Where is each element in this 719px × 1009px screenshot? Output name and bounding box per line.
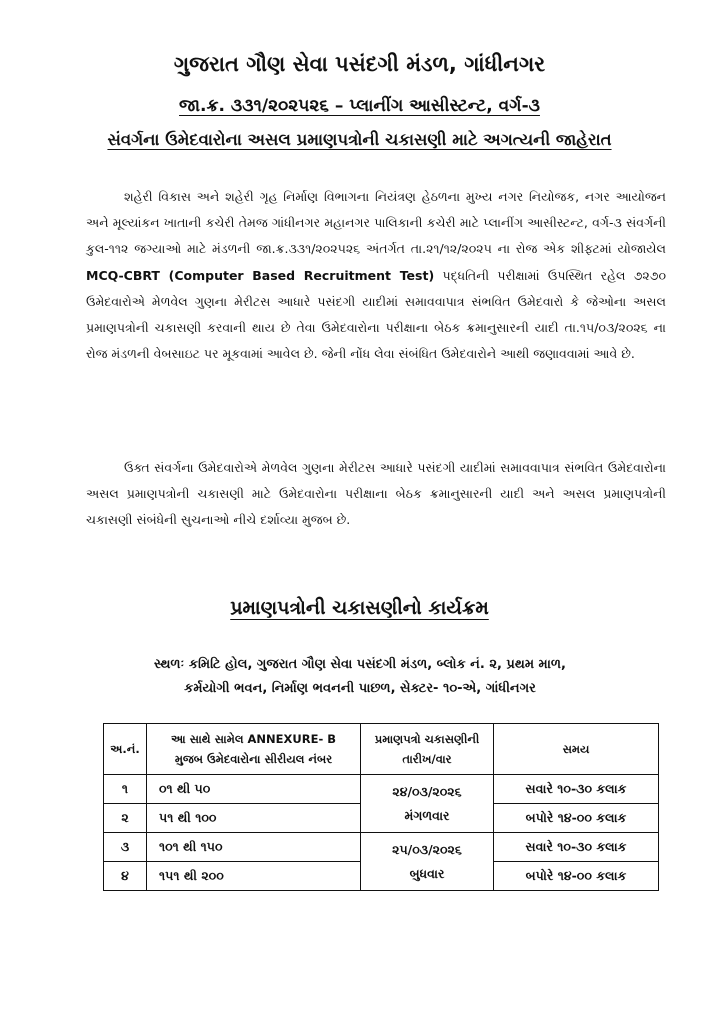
row-no: ૪	[104, 862, 147, 891]
row-serial: ૧૦૧ થી ૧૫૦	[147, 833, 361, 862]
header-time-text: સમય	[562, 742, 590, 756]
row-no: ૨	[104, 804, 147, 833]
row-date	[361, 833, 494, 891]
header-date-line-2: તારીખ/વાર	[402, 752, 452, 766]
row-time: બપોરે ૧૪-૦૦ કલાક	[494, 862, 659, 891]
header-serial-line-2: મુજબ ઉમેદવારોના સીરીયલ નંબર	[174, 752, 333, 766]
org-title: ગુજરાત ગૌણ સેવા પસંદગી મંડળ, ગાંધીનગર	[173, 52, 546, 76]
advt-title-text: જા.ક્ર. ૩૩૧/૨૦૨૫૨૬ – પ્લાનીંગ આસીસ્ટન્ટ, વર્ગ-૩	[179, 96, 540, 116]
schedule-title	[0, 594, 719, 622]
table-row	[104, 833, 659, 862]
paragraph-1	[86, 184, 666, 367]
schedule-title-text: પ્રમાણપત્રોની ચકાસણીનો કાર્યક્રમ	[230, 597, 489, 619]
row-serial: ૦૧ થી ૫૦	[147, 775, 361, 804]
row-no: ૧	[104, 775, 147, 804]
paragraph-2: ઉક્ત સંવર્ગના ઉમેદવારોએ મેળવેલ ગુણના મેરીટસ આધારે પસંદગી યાદીમાં સમાવવાપાત્ર સંભવિત ઉમેદવારોના અસલ પ્રમાણપત્રોની ચકાસણી માટે ઉમેદવારોના પરીક્ષાના બેઠક ક્રમાનુસારની યાદી અને અસલ પ્રમાણપત્રોની ચકાસણી સંબંધેની સુચનાઓ નીચે દર્શાવ્યા મુજબ છે.	[86, 460, 666, 528]
paragraph-1-part-2: પદ્ધતિની પરીક્ષામાં ઉપસ્થિત રહેલ ૭૨૭૦ ઉમેદવારોએ મેળવેલ ગુણના મેરીટસ આધારે પસંદગી યાદીમાં સમાવવાપાત્ર સંભવિત ઉમેદવારો કે જેઓના અસલ પ્રમાણપત્રોની ચકાસણી કરવાની થાય છે તેવા ઉમેદવારોના પરીક્ષાના બેઠક ક્રમાનુસારની યાદી તા.૧૫/૦૩/૨૦૨૬ ના રોજ મંડળની વેબસાઇટ પર મૂકવામાં આવેલ છે. જેની નોંધ લેવા સંબંધિત ઉમેદવારોને આથી જણાવવામાં આવે છે.	[86, 267, 666, 362]
venue-line-2: કર્મયોગી ભવન, નિર્માણ ભવનની પાછળ, સેક્ટર- ૧૦-એ, ગાંધીનગર	[184, 681, 536, 696]
table-header-row	[104, 724, 659, 775]
row-time: સવારે ૧૦-૩૦ કલાક	[494, 833, 659, 862]
venue-line-1: સ્થળઃ કમિટિ હોલ, ગુજરાત ગૌણ સેવા પસંદગી મંડળ, બ્લોક નં. ૨, પ્રથમ માળ,	[154, 657, 566, 672]
row-no: ૩	[104, 833, 147, 862]
subject-title-text: સંવર્ગના ઉમેદવારોના અસલ પ્રમાણપત્રોની ચકાસણી માટે અગત્યની જાહેરાત	[107, 130, 612, 149]
table-row	[104, 775, 659, 804]
row-serial: ૧૫૧ થી ૨૦૦	[147, 862, 361, 891]
header-no-text: અ.નં.	[110, 742, 140, 756]
header-no	[104, 724, 147, 775]
advt-title	[0, 94, 719, 118]
header-date-line-1: પ્રમાણપત્રો ચકાસણીની	[374, 732, 480, 746]
row-date-value: ૨૫/૦૩/૨૦૨૬	[392, 841, 462, 857]
row-date-day: મંગળવાર	[404, 807, 450, 823]
schedule-table	[103, 723, 659, 891]
row-serial: ૫૧ થી ૧૦૦	[147, 804, 361, 833]
row-date	[361, 775, 494, 833]
header-time	[494, 724, 659, 775]
row-time: બપોરે ૧૪-૦૦ કલાક	[494, 804, 659, 833]
header-date	[361, 724, 494, 775]
row-date-value: ૨૪/૦૩/૨૦૨૬	[392, 783, 462, 799]
paragraph-1-part-1: શહેરી વિકાસ અને શહેરી ગૃહ નિર્માણ વિભાગના નિયંત્રણ હેઠળના મુખ્ય નગર નિયોજક, નગર આયોજન અને મૂલ્યાંકન ખાતાની કચેરી તેમજ ગાંધીનગર મહાનગર પાલિકાની કચેરી માટે પ્લાનીંગ આસીસ્ટન્ટ, વર્ગ-૩ સંવર્ગની કુલ-૧૧૨ જગ્યાઓ માટે મંડળની જા.ક્ર.૩૩૧/૨૦૨૫૨૬ અંતર્ગત તા.૨૧/૧૨/૨૦૨૫ ના રોજ એક શીફ્ટમાં યોજાયેલ	[86, 189, 666, 257]
row-date-day: બુધવાર	[409, 865, 445, 881]
header-serial-line-1: આ સાથે સામેલ ANNEXURE- B	[171, 732, 336, 746]
header-serial	[147, 724, 361, 775]
paragraph-1-exam-mode: MCQ-CBRT (Computer Based Recruitment Test)	[86, 267, 435, 283]
row-time: સવારે ૧૦-૩૦ કલાક	[494, 775, 659, 804]
subject-title	[0, 128, 719, 152]
